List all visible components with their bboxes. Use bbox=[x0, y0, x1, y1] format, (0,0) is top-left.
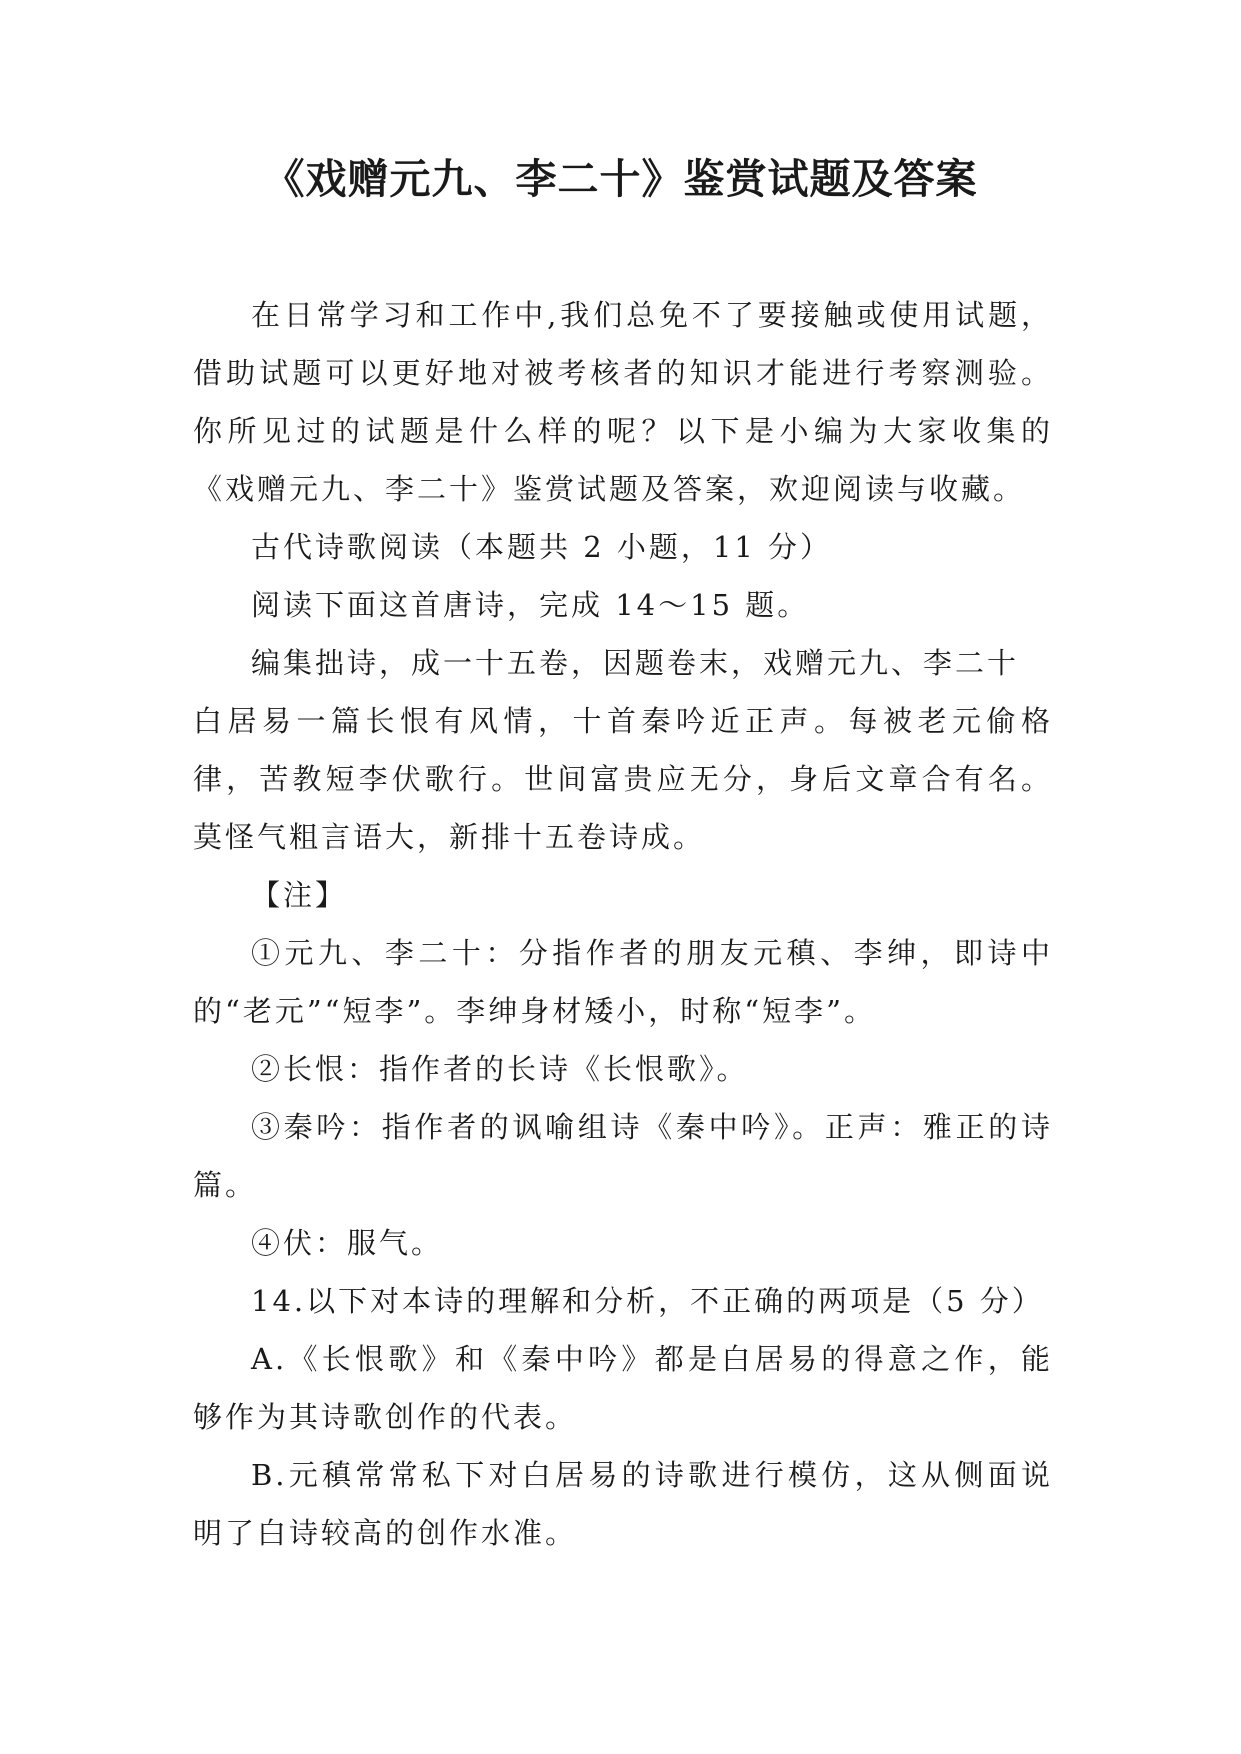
note-4: ④伏：服气。 bbox=[251, 1226, 444, 1260]
intro-paragraph: 在日常学习和工作中,我们总免不了要接触或使用试题，借助试题可以更好地对被考核者的知识才能进行考察测验。你所见过的试题是什么样的呢？以下是小编为大家收集的《戏赠元九、李二十》鉴赏试题及答案，欢迎阅读与收藏。 bbox=[193, 298, 1053, 506]
question-14: 14.以下对本诗的理解和分析，不正确的两项是（5 分） bbox=[251, 1284, 1044, 1318]
notes-heading: 【注】 bbox=[251, 878, 348, 912]
option-a: A.《长恨歌》和《秦中吟》都是白居易的得意之作，能够作为其诗歌创作的代表。 bbox=[193, 1342, 1053, 1434]
note-1: ①元九、李二十：分指作者的朋友元稹、李绅，即诗中的“老元”“短李”。李绅身材矮小，时称“短李”。 bbox=[193, 936, 1053, 1028]
note-2: ②长恨：指作者的长诗《长恨歌》。 bbox=[251, 1052, 749, 1086]
note-3: ③秦吟：指作者的讽喻组诗《秦中吟》。正声：雅正的诗篇。 bbox=[193, 1110, 1053, 1202]
reading-instruction: 阅读下面这首唐诗，完成 14～15 题。 bbox=[251, 588, 810, 622]
section-heading: 古代诗歌阅读（本题共 2 小题，11 分） bbox=[251, 530, 833, 564]
option-b: B.元稹常常私下对白居易的诗歌进行模仿，这从侧面说明了白诗较高的创作水准。 bbox=[193, 1458, 1053, 1550]
poem-title: 编集拙诗，成一十五卷，因题卷末，戏赠元九、李二十 bbox=[251, 646, 1020, 680]
poem-text: 白居易一篇长恨有风情，十首秦吟近正声。每被老元偷格律，苦教短李伏歌行。世间富贵应无分，身后文章合有名。莫怪气粗言语大，新排十五卷诗成。 bbox=[193, 704, 1053, 854]
document-title: 《戏赠元九、李二十》鉴赏试题及答案 bbox=[263, 155, 978, 203]
document-body bbox=[193, 286, 1053, 1562]
